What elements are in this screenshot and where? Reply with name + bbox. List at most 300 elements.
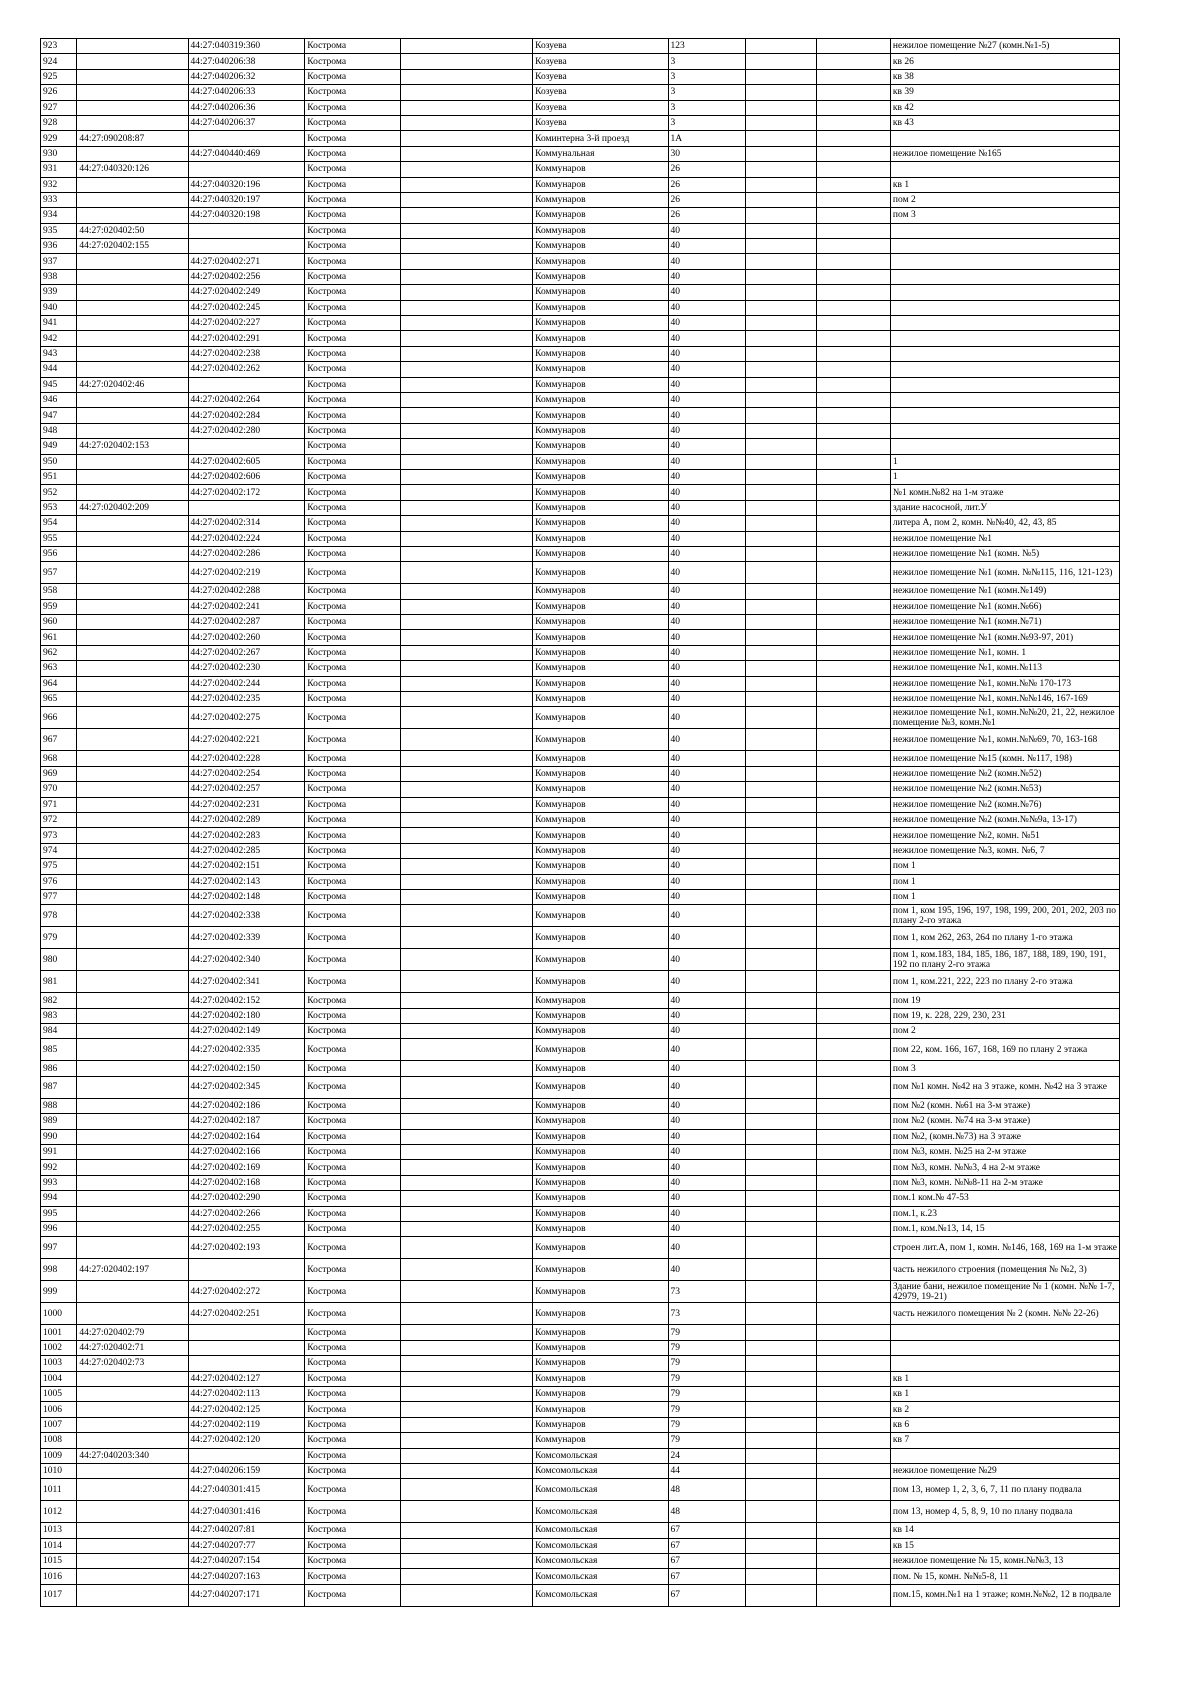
cell-block <box>817 39 891 54</box>
cell-house: 67 <box>668 1554 745 1569</box>
cell-city: Кострома <box>305 1479 401 1501</box>
cell-city: Кострома <box>305 1538 401 1553</box>
cell-row-number: 925 <box>41 69 77 84</box>
cell-row-number: 983 <box>41 1008 77 1023</box>
cell-house: 40 <box>668 843 745 858</box>
cell-row-number: 961 <box>41 630 77 645</box>
cell-street: Коммунаров <box>533 993 668 1008</box>
cell-house: 40 <box>668 927 745 949</box>
cell-house: 40 <box>668 316 745 331</box>
table-row <box>41 39 1120 54</box>
cell-block <box>817 316 891 331</box>
cell-city: Кострома <box>305 843 401 858</box>
cell-city: Кострома <box>305 1554 401 1569</box>
cell-row-number: 965 <box>41 692 77 707</box>
cell-parcel-number: 44:27:090208:87 <box>77 131 188 146</box>
table-row <box>41 1222 1120 1237</box>
cell-city: Кострома <box>305 707 401 729</box>
cell-parcel-number: 44:27:020402:46 <box>77 377 188 392</box>
cell-description: нежилое помещение №27 (комн.№1-5) <box>890 39 1119 54</box>
cell-block <box>817 1129 891 1144</box>
cell-city: Кострома <box>305 546 401 561</box>
cell-description: пом №3, комн. №№8-11 на 2-м этаже <box>890 1175 1119 1190</box>
cell-house: 73 <box>668 1281 745 1303</box>
cell-parcel-number <box>77 100 188 115</box>
cell-building <box>745 905 817 927</box>
cell-city: Кострома <box>305 782 401 797</box>
cell-district <box>401 115 533 130</box>
cell-district <box>401 927 533 949</box>
cell-row-number: 930 <box>41 146 77 161</box>
cell-street: Комсомольская <box>533 1584 668 1606</box>
cell-district <box>401 239 533 254</box>
cell-street: Коммунаров <box>533 1206 668 1221</box>
cell-house: 40 <box>668 1259 745 1281</box>
cell-description: 1 <box>890 469 1119 484</box>
cell-district <box>401 192 533 207</box>
table-row <box>41 599 1120 614</box>
cell-district <box>401 707 533 729</box>
cell-parcel-number: 44:27:040320:126 <box>77 162 188 177</box>
cell-block <box>817 146 891 161</box>
cell-block <box>817 993 891 1008</box>
table-row <box>41 1061 1120 1076</box>
cell-parcel-number <box>77 39 188 54</box>
cell-building <box>745 615 817 630</box>
cell-city: Кострома <box>305 1402 401 1417</box>
table-row <box>41 1281 1120 1303</box>
cell-city: Кострома <box>305 1259 401 1281</box>
cell-district <box>401 208 533 223</box>
cell-parcel-number <box>77 751 188 766</box>
table-row <box>41 1145 1120 1160</box>
cell-city: Кострома <box>305 392 401 407</box>
cell-parcel-number <box>77 1303 188 1325</box>
cell-street: Коммунаров <box>533 766 668 781</box>
cell-house: 79 <box>668 1325 745 1340</box>
cell-block <box>817 392 891 407</box>
cell-row-number: 994 <box>41 1191 77 1206</box>
cell-room-number: 44:27:020402:166 <box>188 1145 305 1160</box>
cell-building <box>745 889 817 904</box>
cell-row-number: 966 <box>41 707 77 729</box>
cell-room-number: 44:27:020402:127 <box>188 1371 305 1386</box>
cell-street: Коммунаров <box>533 630 668 645</box>
cell-description: пом №2 (комн. №74 на 3-м этаже) <box>890 1114 1119 1129</box>
cell-building <box>745 797 817 812</box>
cell-description: нежилое помещение №15 (комн. №117, 198) <box>890 751 1119 766</box>
cell-district <box>401 584 533 599</box>
cell-description: кв 43 <box>890 115 1119 130</box>
cell-room-number: 44:27:020402:148 <box>188 889 305 904</box>
table-row <box>41 192 1120 207</box>
cell-building <box>745 69 817 84</box>
cell-street: Комсомольская <box>533 1463 668 1478</box>
cell-description: кв 38 <box>890 69 1119 84</box>
cell-room-number: 44:27:020402:285 <box>188 843 305 858</box>
cell-house: 40 <box>668 500 745 515</box>
cell-parcel-number: 44:27:020402:209 <box>77 500 188 515</box>
cell-room-number: 44:27:020402:151 <box>188 859 305 874</box>
cell-city: Кострома <box>305 192 401 207</box>
cell-row-number: 986 <box>41 1061 77 1076</box>
table-row <box>41 859 1120 874</box>
cell-building <box>745 377 817 392</box>
table-row <box>41 1479 1120 1501</box>
cell-room-number: 44:27:020402:219 <box>188 562 305 584</box>
cell-street: Комсомольская <box>533 1523 668 1538</box>
cell-city: Кострома <box>305 874 401 889</box>
cell-block <box>817 177 891 192</box>
cell-block <box>817 408 891 423</box>
cell-row-number: 949 <box>41 439 77 454</box>
cell-building <box>745 1191 817 1206</box>
cell-house: 40 <box>668 546 745 561</box>
cell-street: Коммунаров <box>533 949 668 971</box>
table-row <box>41 377 1120 392</box>
cell-building <box>745 1554 817 1569</box>
cell-block <box>817 346 891 361</box>
cell-building <box>745 661 817 676</box>
cell-row-number: 938 <box>41 269 77 284</box>
cell-parcel-number <box>77 531 188 546</box>
cell-street: Коммунаров <box>533 1129 668 1144</box>
cell-building <box>745 729 817 751</box>
cell-description <box>890 285 1119 300</box>
cell-block <box>817 1114 891 1129</box>
cell-district <box>401 1098 533 1113</box>
table-row <box>41 239 1120 254</box>
cell-room-number: 44:27:020402:251 <box>188 1303 305 1325</box>
cell-house: 40 <box>668 971 745 993</box>
cell-house: 40 <box>668 676 745 691</box>
cell-parcel-number <box>77 843 188 858</box>
cell-row-number: 1001 <box>41 1325 77 1340</box>
cell-house: 40 <box>668 1237 745 1259</box>
cell-city: Кострома <box>305 1325 401 1340</box>
cell-description: пом.1 ком.№ 47-53 <box>890 1191 1119 1206</box>
cell-parcel-number <box>77 562 188 584</box>
cell-parcel-number <box>77 729 188 751</box>
cell-row-number: 1012 <box>41 1501 77 1523</box>
cell-block <box>817 676 891 691</box>
cell-description: пом 19, к. 228, 229, 230, 231 <box>890 1008 1119 1023</box>
cell-house: 40 <box>668 797 745 812</box>
cell-building <box>745 1386 817 1401</box>
cell-description: нежилое помещение №1 (комн.№93-97, 201) <box>890 630 1119 645</box>
cell-district <box>401 1371 533 1386</box>
cell-city: Кострома <box>305 584 401 599</box>
cell-block <box>817 1303 891 1325</box>
cell-house: 48 <box>668 1501 745 1523</box>
cell-room-number: 44:27:020402:338 <box>188 905 305 927</box>
cell-district <box>401 1463 533 1478</box>
table-row <box>41 1175 1120 1190</box>
cell-description: строен лит.А, пом 1, комн. №146, 168, 169 на 1-м этаже <box>890 1237 1119 1259</box>
cell-house: 44 <box>668 1463 745 1478</box>
records-table-body <box>41 39 1120 1607</box>
cell-parcel-number <box>77 469 188 484</box>
cell-street: Коммунаров <box>533 1039 668 1061</box>
cell-house: 24 <box>668 1448 745 1463</box>
cell-street: Коммунаров <box>533 1175 668 1190</box>
cell-parcel-number <box>77 69 188 84</box>
cell-block <box>817 54 891 69</box>
cell-street: Коммунаров <box>533 377 668 392</box>
cell-district <box>401 439 533 454</box>
cell-row-number: 1006 <box>41 1402 77 1417</box>
cell-parcel-number <box>77 615 188 630</box>
cell-city: Кострома <box>305 993 401 1008</box>
cell-district <box>401 423 533 438</box>
cell-street: Коммунаров <box>533 615 668 630</box>
table-row <box>41 1076 1120 1098</box>
cell-block <box>817 162 891 177</box>
cell-district <box>401 1356 533 1371</box>
cell-row-number: 956 <box>41 546 77 561</box>
table-row <box>41 392 1120 407</box>
cell-building <box>745 1281 817 1303</box>
cell-description: нежилое помещение №1 (комн.№149) <box>890 584 1119 599</box>
table-row <box>41 1448 1120 1463</box>
cell-street: Коммунаров <box>533 439 668 454</box>
cell-city: Кострома <box>305 1433 401 1448</box>
cell-building <box>745 971 817 993</box>
cell-parcel-number <box>77 146 188 161</box>
cell-parcel-number: 44:27:020402:71 <box>77 1340 188 1355</box>
cell-district <box>401 362 533 377</box>
cell-building <box>745 1076 817 1098</box>
cell-description: кв 42 <box>890 100 1119 115</box>
cell-building <box>745 316 817 331</box>
cell-row-number: 941 <box>41 316 77 331</box>
cell-block <box>817 1340 891 1355</box>
cell-description: пом 1, ком 195, 196, 197, 198, 199, 200, 201, 202, 203 по плану 2-го этажа <box>890 905 1119 927</box>
cell-block <box>817 454 891 469</box>
cell-description: пом.1, ком.№13, 14, 15 <box>890 1222 1119 1237</box>
cell-city: Кострома <box>305 1501 401 1523</box>
cell-block <box>817 239 891 254</box>
cell-block <box>817 1039 891 1061</box>
cell-row-number: 1017 <box>41 1584 77 1606</box>
cell-city: Кострома <box>305 1237 401 1259</box>
cell-house: 79 <box>668 1340 745 1355</box>
cell-parcel-number <box>77 316 188 331</box>
cell-district <box>401 1175 533 1190</box>
cell-building <box>745 812 817 827</box>
cell-row-number: 951 <box>41 469 77 484</box>
cell-row-number: 970 <box>41 782 77 797</box>
table-row <box>41 1206 1120 1221</box>
table-row <box>41 1523 1120 1538</box>
cell-building <box>745 254 817 269</box>
cell-city: Кострома <box>305 1584 401 1606</box>
cell-building <box>745 285 817 300</box>
cell-street: Коммунаров <box>533 1281 668 1303</box>
table-row <box>41 300 1120 315</box>
cell-city: Кострома <box>305 439 401 454</box>
cell-district <box>401 469 533 484</box>
cell-room-number: 44:27:020402:224 <box>188 531 305 546</box>
cell-parcel-number <box>77 1129 188 1144</box>
cell-row-number: 959 <box>41 599 77 614</box>
cell-district <box>401 454 533 469</box>
cell-block <box>817 645 891 660</box>
cell-house: 40 <box>668 1160 745 1175</box>
cell-house: 40 <box>668 423 745 438</box>
cell-house: 40 <box>668 454 745 469</box>
cell-row-number: 948 <box>41 423 77 438</box>
table-row <box>41 454 1120 469</box>
cell-city: Кострома <box>305 331 401 346</box>
cell-row-number: 1011 <box>41 1479 77 1501</box>
cell-description: нежилое помещение №2 (комн.№53) <box>890 782 1119 797</box>
cell-city: Кострома <box>305 146 401 161</box>
table-row <box>41 469 1120 484</box>
cell-building <box>745 485 817 500</box>
cell-house: 40 <box>668 615 745 630</box>
cell-room-number <box>188 439 305 454</box>
cell-block <box>817 85 891 100</box>
cell-description: пом 22, ком. 166, 167, 168, 169 по плану 2 этажа <box>890 1039 1119 1061</box>
cell-description: Здание бани, нежилое помещение № 1 (комн. №№ 1-7, 42979, 19-21) <box>890 1281 1119 1303</box>
cell-house: 1А <box>668 131 745 146</box>
table-row <box>41 584 1120 599</box>
cell-block <box>817 874 891 889</box>
cell-street: Коммунаров <box>533 1303 668 1325</box>
cell-building <box>745 162 817 177</box>
cell-parcel-number <box>77 1206 188 1221</box>
cell-house: 40 <box>668 1039 745 1061</box>
cell-building <box>745 1325 817 1340</box>
cell-parcel-number <box>77 1554 188 1569</box>
table-row <box>41 1160 1120 1175</box>
cell-description: кв 2 <box>890 1402 1119 1417</box>
cell-room-number: 44:27:020402:286 <box>188 546 305 561</box>
cell-block <box>817 661 891 676</box>
table-row <box>41 54 1120 69</box>
cell-description: нежилое помещение №29 <box>890 1463 1119 1478</box>
cell-row-number: 1010 <box>41 1463 77 1478</box>
cell-street: Коммунаров <box>533 859 668 874</box>
cell-district <box>401 1024 533 1039</box>
table-row <box>41 69 1120 84</box>
cell-row-number: 1002 <box>41 1340 77 1355</box>
cell-room-number: 44:27:020402:172 <box>188 485 305 500</box>
cell-city: Кострома <box>305 531 401 546</box>
cell-building <box>745 531 817 546</box>
cell-district <box>401 1160 533 1175</box>
cell-block <box>817 1523 891 1538</box>
cell-city: Кострома <box>305 630 401 645</box>
cell-room-number: 44:27:040207:154 <box>188 1554 305 1569</box>
cell-city: Кострома <box>305 408 401 423</box>
cell-city: Кострома <box>305 162 401 177</box>
cell-house: 3 <box>668 100 745 115</box>
cell-city: Кострома <box>305 889 401 904</box>
cell-house: 40 <box>668 562 745 584</box>
cell-parcel-number <box>77 599 188 614</box>
table-row <box>41 949 1120 971</box>
cell-row-number: 969 <box>41 766 77 781</box>
cell-district <box>401 254 533 269</box>
table-row <box>41 630 1120 645</box>
cell-city: Кострома <box>305 692 401 707</box>
cell-house: 40 <box>668 392 745 407</box>
cell-city: Кострома <box>305 812 401 827</box>
cell-description: пом 13, номер 4, 5, 8, 9, 10 по плану подвала <box>890 1501 1119 1523</box>
cell-block <box>817 971 891 993</box>
cell-description <box>890 377 1119 392</box>
cell-house: 40 <box>668 729 745 751</box>
cell-city: Кострома <box>305 85 401 100</box>
cell-description: нежилое помещение №1, комн.№№146, 167-169 <box>890 692 1119 707</box>
cell-street: Коммунаров <box>533 1386 668 1401</box>
cell-street: Коммунаров <box>533 331 668 346</box>
cell-street: Коммунаров <box>533 971 668 993</box>
cell-building <box>745 949 817 971</box>
cell-district <box>401 889 533 904</box>
cell-block <box>817 859 891 874</box>
cell-street: Козуева <box>533 85 668 100</box>
cell-street: Коммунаров <box>533 1114 668 1129</box>
cell-parcel-number <box>77 766 188 781</box>
cell-city: Кострома <box>305 454 401 469</box>
cell-block <box>817 1175 891 1190</box>
cell-row-number: 1008 <box>41 1433 77 1448</box>
cell-house: 40 <box>668 1061 745 1076</box>
cell-block <box>817 300 891 315</box>
cell-room-number: 44:27:020402:289 <box>188 812 305 827</box>
cell-parcel-number <box>77 362 188 377</box>
cell-house: 40 <box>668 630 745 645</box>
cell-district <box>401 1206 533 1221</box>
cell-description: пом 1, ком.221, 222, 223 по плану 2-го этажа <box>890 971 1119 993</box>
cell-description <box>890 269 1119 284</box>
cell-district <box>401 1076 533 1098</box>
cell-city: Кострома <box>305 223 401 238</box>
cell-building <box>745 392 817 407</box>
cell-parcel-number <box>77 485 188 500</box>
cell-room-number <box>188 1448 305 1463</box>
cell-row-number: 989 <box>41 1114 77 1129</box>
cell-building <box>745 1145 817 1160</box>
cell-district <box>401 1129 533 1144</box>
cell-building <box>745 362 817 377</box>
cell-description: нежилое помещение №1 (комн. №№115, 116, 121-123) <box>890 562 1119 584</box>
table-row <box>41 362 1120 377</box>
cell-room-number: 44:27:020402:227 <box>188 316 305 331</box>
cell-building <box>745 599 817 614</box>
cell-block <box>817 1259 891 1281</box>
table-row <box>41 115 1120 130</box>
cell-row-number: 990 <box>41 1129 77 1144</box>
cell-house: 48 <box>668 1479 745 1501</box>
cell-building <box>745 707 817 729</box>
cell-building <box>745 1061 817 1076</box>
table-row <box>41 1371 1120 1386</box>
cell-row-number: 977 <box>41 889 77 904</box>
table-row <box>41 131 1120 146</box>
table-row <box>41 1433 1120 1448</box>
cell-room-number: 44:27:020402:241 <box>188 599 305 614</box>
cell-city: Кострома <box>305 1061 401 1076</box>
cell-block <box>817 599 891 614</box>
cell-building <box>745 766 817 781</box>
cell-row-number: 953 <box>41 500 77 515</box>
cell-house: 40 <box>668 828 745 843</box>
cell-house: 40 <box>668 874 745 889</box>
